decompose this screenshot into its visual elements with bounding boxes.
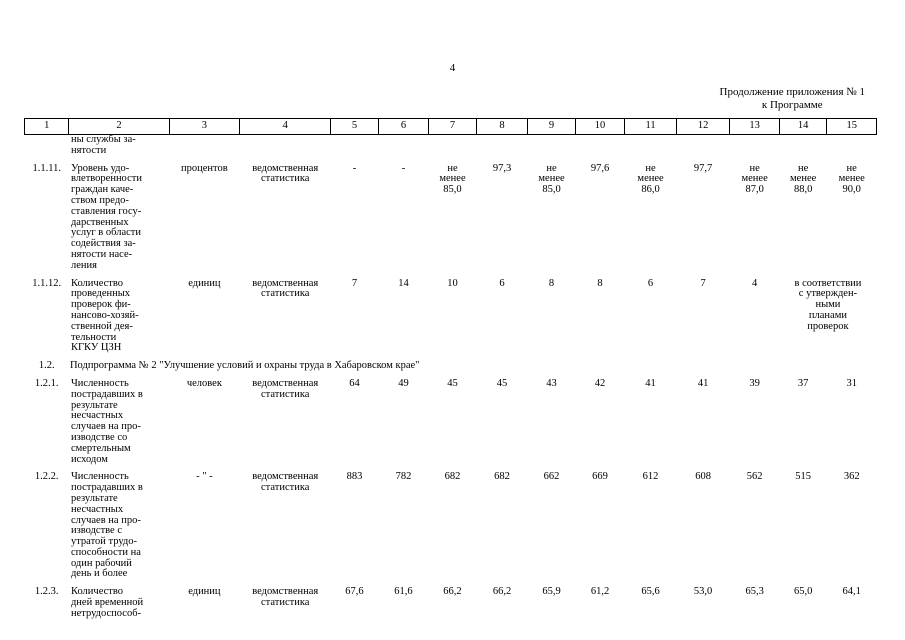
value-cell: 64 — [349, 377, 360, 389]
empty-cell — [429, 135, 477, 157]
value-cell: 562 — [746, 471, 763, 483]
column-header: 2 — [69, 119, 169, 135]
value-cell: 42 — [594, 377, 606, 389]
value-cell: 43 — [546, 377, 557, 389]
value-cell: 7 — [700, 277, 706, 289]
unit-cell: единиц — [188, 586, 221, 598]
value-cell: 8 — [548, 277, 555, 289]
value-cell: 45 — [496, 377, 508, 389]
value-cell: не менее 85,0 — [538, 162, 565, 196]
value-cell: не менее 90,0 — [838, 162, 865, 196]
value-cell: 4 — [752, 277, 758, 289]
value-cell: 45 — [447, 377, 458, 389]
column-header: 15 — [827, 119, 877, 135]
indicator-name: Количество проведенных проверок фи- нансово-хозяй- ственной дея- тельности КГКУ ЦЗН — [70, 277, 139, 354]
value-cell: 8 — [597, 277, 603, 289]
value-cell: 6 — [499, 277, 505, 289]
value-cell: 41 — [697, 377, 709, 389]
value-cell: 65,0 — [793, 586, 813, 598]
column-header: 12 — [676, 119, 730, 135]
value-cell: 10 — [447, 277, 458, 289]
column-header: 6 — [378, 119, 429, 135]
source-cell: ведомственная статистика — [252, 277, 319, 300]
value-cell: не менее 86,0 — [637, 162, 664, 196]
value-cell: 65,3 — [745, 586, 764, 598]
value-cell: 65,9 — [542, 586, 561, 598]
indicator-name: Уровень удо- влетворенности граждан каче- ством предо- ставления госу- дарственных услуг в области содействия за- нятости насе- ления — [70, 162, 142, 271]
subprogram-row — [25, 354, 877, 372]
indicator-name: Численность пострадавших в результате несчастных случаев на про- изводстве со смертельным исходом — [70, 377, 143, 465]
unit-cell: процентов — [181, 162, 228, 174]
value-cell: 97,7 — [693, 162, 713, 174]
empty-cell — [779, 135, 827, 157]
source-cell: ведомственная статистика — [252, 586, 319, 609]
value-cell: 41 — [645, 377, 656, 389]
empty-cell — [730, 135, 780, 157]
indicators-table — [24, 118, 877, 620]
column-header: 10 — [575, 119, 625, 135]
empty-cell — [476, 135, 528, 157]
empty-cell — [575, 135, 625, 157]
table-row — [25, 465, 877, 580]
value-cell: не менее 87,0 — [741, 162, 768, 196]
value-cell: 362 — [843, 471, 860, 483]
value-cell: 669 — [592, 471, 608, 483]
column-header: 8 — [476, 119, 528, 135]
unit-cell: человек — [186, 377, 222, 389]
value-cell: 66,2 — [443, 586, 462, 598]
source-cell: ведомственная статистика — [252, 162, 319, 185]
page-number: 4 — [449, 62, 456, 74]
merged-value-cell: в соответствии с утвержден- ными планами проверок — [794, 277, 862, 332]
subprogram-code: 1.2. — [38, 360, 55, 372]
column-header: 11 — [625, 119, 677, 135]
value-cell: 65,6 — [641, 586, 660, 598]
continuation-heading — [720, 86, 865, 112]
unit-cell: единиц — [188, 277, 221, 289]
continuation-line-1: Продолжение приложения № 1 — [719, 86, 865, 98]
column-header: 4 — [240, 119, 331, 135]
column-header: 7 — [429, 119, 477, 135]
row-code — [25, 135, 69, 157]
value-cell: 53,0 — [693, 586, 713, 598]
value-cell: 883 — [346, 471, 363, 483]
empty-cell — [827, 135, 877, 157]
value-cell: 97,3 — [492, 162, 512, 174]
subprogram-title: Подпрограмма № 2 "Улучшение условий и охраны труда в Хабаровском крае" — [69, 360, 420, 372]
indicator-name: Численность пострадавших в результате несчастных случаев на про- изводстве с утратой трудо- способности на один рабочий день и более — [70, 471, 143, 580]
value-cell: 97,6 — [590, 162, 610, 174]
column-header: 5 — [331, 119, 379, 135]
value-cell: 61,2 — [590, 586, 610, 598]
value-cell: 608 — [695, 471, 711, 483]
empty-cell — [676, 135, 730, 157]
row-code: 1.2.2. — [34, 471, 59, 483]
value-cell: 662 — [543, 471, 560, 483]
table-row — [25, 372, 877, 465]
value-cell: 64,1 — [842, 586, 861, 598]
empty-cell — [378, 135, 429, 157]
empty-cell — [625, 135, 677, 157]
value-cell: - — [401, 162, 406, 174]
column-number-row — [25, 119, 877, 135]
value-cell: не менее 88,0 — [790, 162, 817, 196]
row-code: 1.1.12. — [32, 277, 62, 289]
unit-cell: - " - — [196, 471, 213, 483]
value-cell: 6 — [647, 277, 654, 289]
empty-cell — [169, 135, 240, 157]
column-header: 3 — [169, 119, 240, 135]
value-cell: 782 — [395, 471, 412, 483]
empty-cell — [528, 135, 576, 157]
indicator-name: Количество дней временной нетрудоспособ- — [70, 586, 144, 619]
column-header: 9 — [528, 119, 576, 135]
value-cell: 61,6 — [394, 586, 413, 598]
value-cell: 49 — [398, 377, 409, 389]
source-cell: ведомственная статистика — [252, 377, 319, 400]
value-cell: - — [352, 162, 357, 174]
empty-cell — [331, 135, 379, 157]
continued-row — [25, 135, 877, 157]
value-cell: 67,6 — [345, 586, 364, 598]
value-cell: 14 — [398, 277, 409, 289]
table-row — [25, 272, 877, 355]
empty-cell — [240, 135, 331, 157]
column-header: 1 — [25, 119, 69, 135]
value-cell: 39 — [749, 377, 760, 389]
value-cell: 612 — [642, 471, 659, 483]
column-header: 13 — [730, 119, 780, 135]
value-cell: 31 — [846, 377, 857, 389]
value-cell: 682 — [494, 471, 510, 483]
row-code: 1.2.3. — [34, 586, 59, 598]
continuation-line-2: к Программе — [761, 99, 823, 111]
value-cell: не менее 85,0 — [439, 162, 466, 196]
value-cell: 37 — [797, 377, 809, 389]
indicator-name-continued: ны службы за- нятости — [70, 134, 136, 156]
row-code: 1.1.11. — [32, 162, 61, 174]
table-row — [25, 157, 877, 272]
value-cell: 7 — [351, 277, 358, 289]
value-cell: 515 — [795, 471, 812, 483]
table-row — [25, 580, 877, 619]
value-cell: 66,2 — [492, 586, 512, 598]
row-code: 1.2.1. — [34, 377, 59, 389]
source-cell: ведомственная статистика — [252, 471, 319, 494]
value-cell: 682 — [444, 471, 461, 483]
column-header: 14 — [779, 119, 827, 135]
